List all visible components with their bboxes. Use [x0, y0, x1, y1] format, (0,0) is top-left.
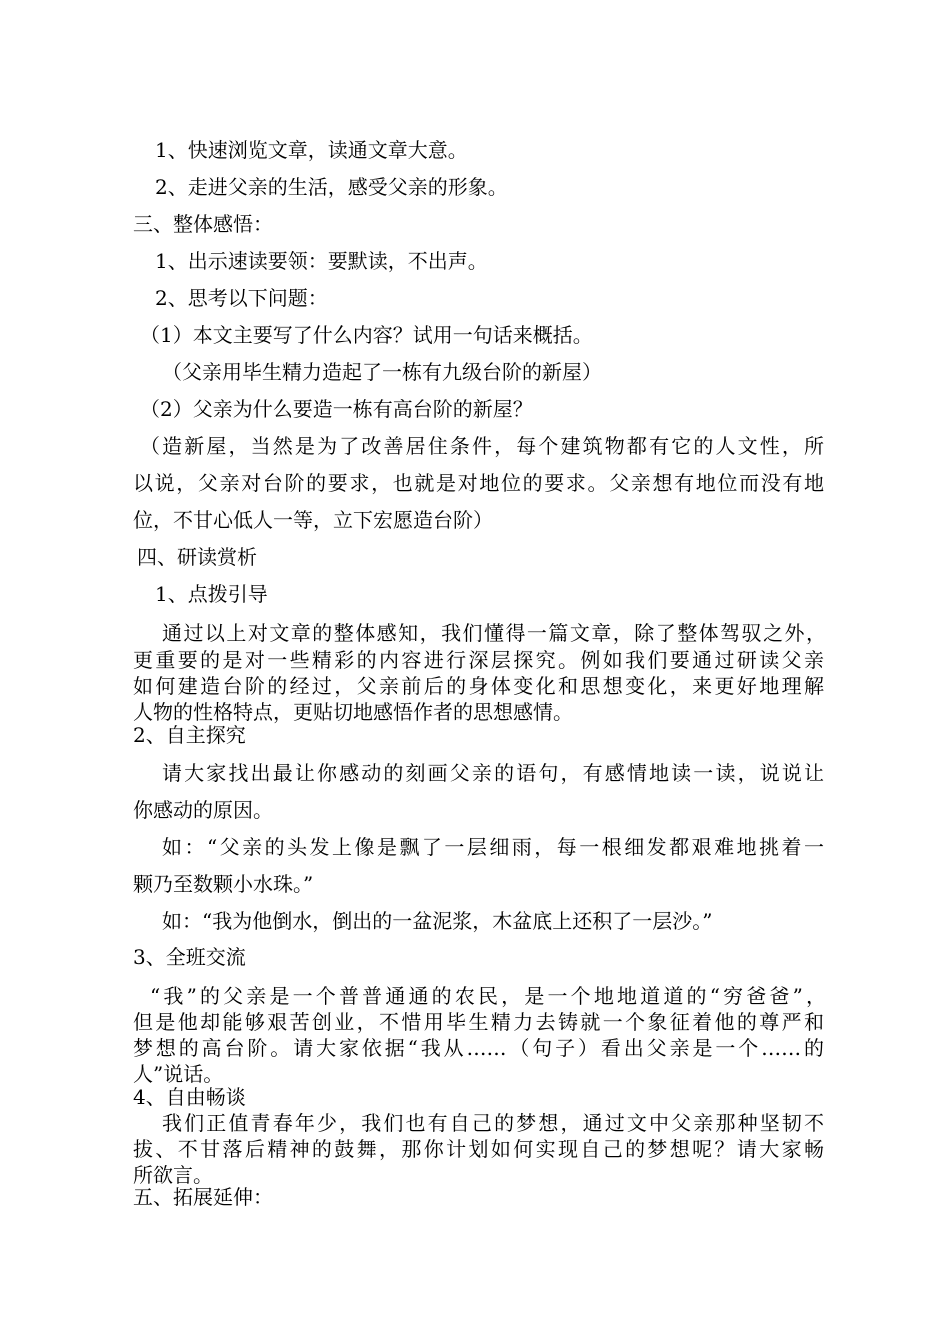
goal-item-1: 1、快速浏览文章，读通文章大意。: [155, 138, 468, 162]
example-quote: 如：“我为他倒水，倒出的一盆泥浆，木盆底上还积了一层沙。”: [162, 909, 713, 933]
paragraph-line: 人”说话。: [133, 1062, 224, 1086]
paragraph-line: 人物的性格特点，更贴切地感悟作者的思想感情。: [133, 700, 573, 724]
subsection-heading: 4、自由畅谈: [133, 1085, 246, 1109]
paragraph-line: 所欲言。: [133, 1163, 213, 1187]
goal-item-2: 2、走进父亲的生活，感受父亲的形象。: [155, 175, 508, 199]
answer-2-line: 以说，父亲对台阶的要求，也就是对地位的要求。父亲想有地位而没有地: [133, 471, 824, 495]
paragraph-line: 你感动的原因。: [133, 798, 273, 822]
answer-1: （父亲用毕生精力造起了一栋有九级台阶的新屋）: [162, 360, 602, 384]
paragraph-line: 如何建造台阶的经过，父亲前后的身体变化和思想变化，来更好地理解: [133, 674, 824, 698]
subsection-heading: 3、全班交流: [133, 945, 246, 969]
answer-2-line: 位，不甘心低人一等，立下宏愿造台阶）: [133, 508, 493, 532]
example-quote: 颗乃至数颗小水珠。”: [133, 872, 314, 896]
section-heading-5: 五、拓展延伸：: [133, 1185, 273, 1209]
question-1: （1）本文主要写了什么内容？试用一句话来概括。: [140, 323, 593, 347]
paragraph-line: 通过以上对文章的整体感知，我们懂得一篇文章，除了整体驾驭之外，: [162, 621, 826, 645]
paragraph-line: “我”的父亲是一个普普通通的农民，是一个地地道道的“穷爸爸”，: [150, 984, 826, 1008]
question-2: （2）父亲为什么要造一栋有高台阶的新屋？: [140, 397, 533, 421]
paragraph-line: 我们正值青春年少，我们也有自己的梦想，通过文中父亲那种坚韧不: [162, 1111, 824, 1135]
subsection-heading: 1、点拨引导: [155, 582, 268, 606]
list-item: 2、思考以下问题：: [155, 286, 328, 310]
answer-2-line: （造新屋，当然是为了改善居住条件，每个建筑物都有它的人文性，所: [140, 434, 824, 458]
paragraph-line: 拔、不甘落后精神的鼓舞，那你计划如何实现自己的梦想呢？请大家畅: [133, 1137, 824, 1161]
paragraph-line: 更重要的是对一些精彩的内容进行深层探究。例如我们要通过研读父亲: [133, 648, 824, 672]
list-item: 1、出示速读要领：要默读，不出声。: [155, 249, 488, 273]
paragraph-line: 请大家找出最让你感动的刻画父亲的语句，有感情地读一读，说说让: [162, 761, 824, 785]
example-quote: 如：“父亲的头发上像是飘了一层细雨，每一根细发都艰难地挑着一: [162, 835, 824, 859]
paragraph-line: 梦想的高台阶。请大家依据“我从……（句子）看出父亲是一个……的: [133, 1036, 824, 1060]
subsection-heading: 2、自主探究: [133, 723, 246, 747]
section-heading-4: 四、研读赏析: [137, 545, 257, 569]
section-heading-3: 三、整体感悟：: [133, 212, 273, 236]
paragraph-line: 但是他却能够艰苦创业，不惜用毕生精力去铸就一个象征着他的尊严和: [133, 1010, 824, 1034]
